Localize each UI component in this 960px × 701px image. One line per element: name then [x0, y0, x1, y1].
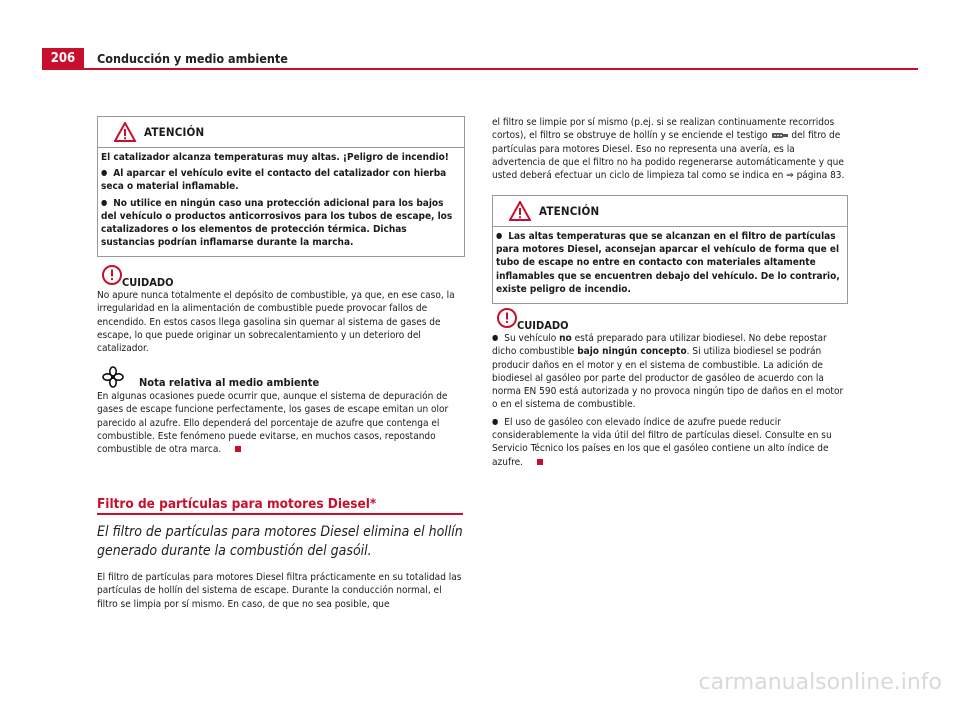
warning-triangle-icon [114, 122, 136, 142]
leaf-flower-icon [102, 366, 124, 388]
end-of-section-mark [235, 446, 241, 452]
exclamation-circle-icon [497, 308, 517, 328]
warning-line: El catalizador alcanza temperaturas muy altas. ¡Peligro de incendio! [101, 152, 449, 163]
caution-text-part: El uso de gasóleo con elevado índice de azufre puede reducir considerablemente la vida útil del filtro de partículas diesel. Consulte en su Servicio Técnico los países en los que el gasóleo contiene un alto índice de azufre. [492, 416, 832, 468]
warning-box-header [493, 196, 847, 227]
warning-bullet-text: Al aparcar el vehículo evite el contacto del catalizador con hierba seca o material inflamable. [101, 168, 447, 193]
environment-note [97, 366, 463, 460]
warning-body [98, 148, 464, 256]
environment-note-title: Nota relativa al medio ambiente [139, 376, 320, 389]
warning-title: ATENCIÓN [144, 125, 205, 139]
page-number: 206 [42, 48, 84, 70]
section-title: Filtro de partículas para motores Diesel* [97, 496, 377, 512]
continuation-text-a: el filtro se limpie por sí mismo (p.ej. si se realizan continuamente recorridos cortos), el filtro se obstruye de hollín y se enciende el testigo [492, 117, 835, 142]
warning-bullet-text: No utilice en ningún caso una protección adicional para los bajos del vehículo o productos anticorrosivos para los tubos de escape, los catalizadores o los elementos de protección térmica. Dichas sustancias podrían inflamarse durante la marcha. [101, 197, 453, 249]
caution-biodiesel-notice [492, 308, 850, 473]
warning-bullet [101, 167, 460, 193]
section-intro: El filtro de partículas para motores Diesel filtra prácticamente en su totalidad las partículas de hollín del sistema de escape. Durante la conducción normal, el filtro se limpia por sí mismo. En caso, de que no sea posible, que [97, 572, 462, 610]
continuation-text-b: del fitro de partículas para motores Diesel. Eso no representa una avería, es la advertencia de que el filtro no ha podido regenerarse automáticamente y que usted deberá efectuar un ciclo de limpieza tal como se indica en ⇒ página 83. [492, 130, 845, 182]
caution-text-part: Su vehículo [504, 333, 557, 344]
environment-note-header [97, 366, 463, 390]
warning-triangle-icon [509, 201, 531, 221]
section-rule [97, 513, 463, 515]
caution-text-part: está preparado para utilizar biodiesel. No debe repostar dicho combustible [492, 333, 827, 358]
caution-emphasis: bajo ningún concepto [577, 346, 687, 358]
caution-text-part: . Si utiliza biodiesel se podrán producir daños en el motor y en el sistema de combustible. La adición de biodiesel al gasóleo por parte del productor de gasóleo de acuerdo con la norma EN 590 está autorizada y no provoca ningún tipo de daños en el motor o en el sistema de combustible. [492, 346, 844, 411]
warning-box-particle-filter [492, 195, 848, 304]
caution-title: CUIDADO [517, 319, 569, 332]
caution-fuel-notice [97, 265, 463, 359]
exclamation-circle-icon [102, 265, 122, 285]
caution-bullet-biodiesel [492, 332, 850, 412]
caution-header [492, 308, 850, 332]
caution-text: No apure nunca totalmente el depósito de combustible, ya que, en ese caso, la irregularidad en la alimentación de combustible puede provocar fallos de encendido. En estos casos llega gasolina sin quemar al sistema de gases de escape, lo que puede originar un sobrecalentamiento y un deterioro del catalizador. [97, 290, 455, 355]
warning-bullet-text: Las altas temperaturas que se alcanzan en el filtro de partículas para motores Diesel, aconsejan aparcar el vehículo de forma que el tubo de escape no entre en contacto con materiales altamente inflamables que se encuentren debajo del vehículo. De lo contrario, existe peligro de incendio. [496, 231, 840, 295]
warning-bullet [101, 197, 460, 250]
watermark: carmanualsonline.info [698, 670, 942, 695]
chapter-title: Conducción y medio ambiente [97, 51, 288, 66]
warning-body [493, 227, 847, 303]
header-rule [84, 68, 918, 70]
warning-title: ATENCIÓN [539, 204, 600, 218]
caution-bullet-sulfur [492, 416, 850, 469]
page-header [0, 0, 960, 70]
section-subtitle: El filtro de partículas para motores Diesel elimina el hollín generado durante la combustión del gasóil. [97, 524, 463, 559]
warning-box-header [98, 117, 464, 148]
warning-box-catalyst [97, 116, 465, 257]
end-of-section-mark [537, 459, 543, 465]
environment-note-text [97, 390, 463, 456]
section-continuation [492, 116, 850, 182]
caution-header [97, 265, 463, 289]
environment-note-body: En algunas ocasiones puede ocurrir que, aunque el sistema de depuración de gases de escape funcione perfectamente, los gases de escape emitan un olor parecido al azufre. Ello dependerá del porcentaje de azufre que contenga el combustible. Este fenómeno puede evitarse, en muchos casos, repostando combustible de otra marca. [97, 391, 449, 456]
caution-title: CUIDADO [122, 276, 174, 289]
warning-bullet [496, 230, 843, 296]
particle-filter-warning-light-icon [771, 131, 789, 140]
caution-emphasis: no [559, 333, 572, 344]
